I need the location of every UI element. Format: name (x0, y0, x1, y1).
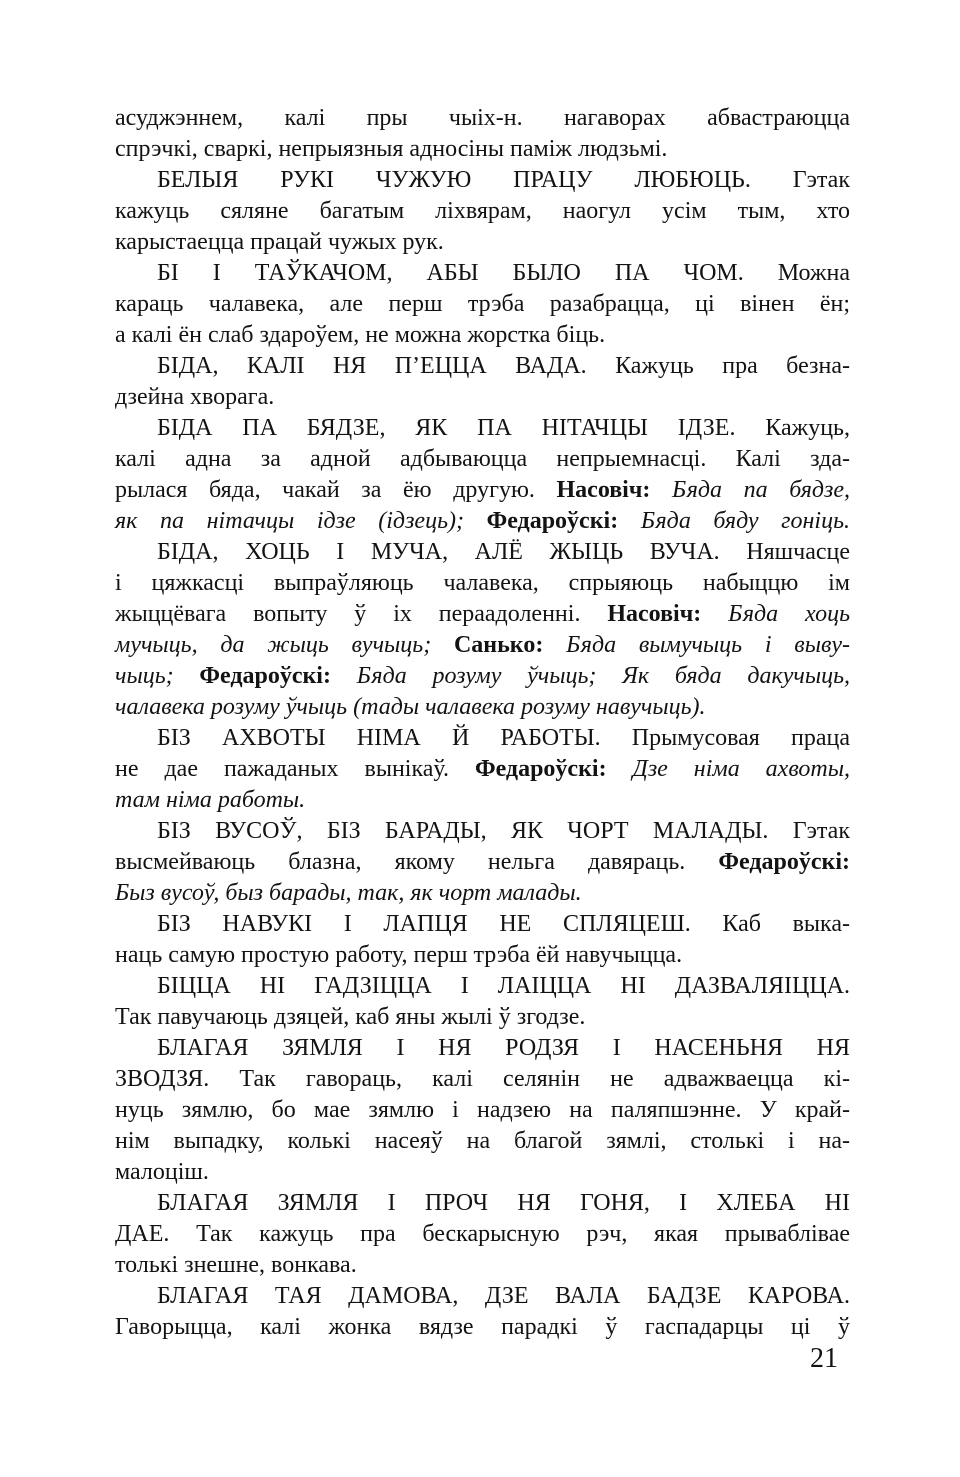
text-run: БЕЛЫЯ РУКІ ЧУЖУЮ ПРАЦУ ЛЮБЮЦЬ. Гэтак (157, 167, 850, 193)
text-run: нуць зямлю, бо мае зямлю і надзею на паляпшэнне. У край- (115, 1097, 850, 1123)
text-line (115, 1312, 850, 1343)
text-line (115, 196, 850, 227)
text-run: БЛАГАЯ ЗЯМЛЯ І ПРОЧ НЯ ГОНЯ, І ХЛЕБА НІ (157, 1190, 850, 1216)
text-line (115, 754, 850, 785)
text-line (115, 1157, 850, 1188)
text-line (115, 785, 850, 816)
text-run: БЛАГАЯ ЗЯМЛЯ І НЯ РОДЗЯ І НАСЕНЬНЯ НЯ (157, 1035, 850, 1061)
text-line (115, 444, 850, 475)
text-line (115, 692, 850, 723)
text-run: ЗВОДЗЯ. Так гавораць, калі селянін не адважваецца кі- (115, 1066, 850, 1092)
text-line (115, 1250, 850, 1281)
text-run: БІДА, КАЛІ НЯ П’ЕЦЦА ВАДА. Кажуць пра безна- (157, 353, 850, 379)
text-run: Санько: (453, 632, 567, 658)
text-run: а калі ён слаб здароўем, не можна жорстка біць. (115, 322, 606, 348)
text-line (115, 289, 850, 320)
text-run: толькі знешне, вонкава. (115, 1252, 357, 1278)
text-run: Так павучаюць дзяцей, каб яны жылі ў згодзе. (115, 1004, 586, 1030)
text-line (115, 1064, 850, 1095)
text-line (115, 599, 850, 630)
text-run: жыццёвага вопыту ў іх пераадоленні. (115, 601, 608, 627)
text-run: БІЗ ВУСОЎ, БІЗ БАРАДЫ, ЯК ЧОРТ МАЛАДЫ. Гэтак (157, 818, 850, 844)
text-line (115, 1188, 850, 1219)
text-run: калі адна за адной адбываюцца непрыемнасці. Калі зда- (115, 446, 850, 472)
text-run: Федароўскі: (486, 508, 641, 534)
text-run: Бяда вымучыць і выву- (566, 632, 851, 658)
text-run: мучыць, да жыць вучыць; (115, 632, 454, 658)
text-line (115, 878, 850, 909)
text-run: Федароўскі: (474, 756, 633, 782)
text-run: Насовіч: (556, 477, 672, 503)
text-run: Гаворыцца, калі жонка вядзе парадкі ў гаспадарцы ці ў (115, 1314, 850, 1340)
text-line (115, 351, 850, 382)
text-run: спрэчкі, сваркі, непрыязныя адносіны паміж людзьмі. (115, 136, 668, 162)
text-run: чалавека розуму ўчыць (тады чалавека розуму навучыць). (115, 694, 706, 720)
text-line (115, 661, 850, 692)
text-line (115, 630, 850, 661)
text-run: караць чалавека, але перш трэба разабрацца, ці вінен ён; (115, 291, 850, 317)
text-line (115, 165, 850, 196)
text-run: БІЦЦА НІ ГАДЗІЦЦА І ЛАІЦЦА НІ ДАЗВАЛЯІЦЦА. (157, 973, 850, 999)
text-line (115, 940, 850, 971)
text-line (115, 1002, 850, 1033)
text-line (115, 413, 850, 444)
text-line (115, 847, 850, 878)
text-line (115, 723, 850, 754)
text-line (115, 816, 850, 847)
text-run: БІДА, ХОЦЬ І МУЧА, АЛЁ ЖЫЦЬ ВУЧА. Няшчасце (157, 539, 850, 565)
text-run: Бяда хоць (728, 601, 850, 627)
text-run: БІ І ТАЎКАЧОМ, АБЫ БЫЛО ПА ЧОМ. Можна (157, 260, 850, 286)
text-run: асуджэннем, калі пры чыіх-н. нагаворах абвастраюцца (115, 105, 850, 131)
text-run: карыстаецца працай чужых рук. (115, 229, 444, 255)
text-run: Федароўскі: (718, 849, 850, 875)
text-line (115, 537, 850, 568)
text-run: там німа работы. (115, 787, 306, 813)
text-run: наць самую простую работу, перш трэба ёй навучыцца. (115, 942, 683, 968)
text-run: высмейваюць блазна, якому нельга давяраць. (115, 849, 719, 875)
text-run: рылася бяда, чакай за ёю другую. (115, 477, 557, 503)
text-line (115, 320, 850, 351)
text-line (115, 1281, 850, 1312)
text-run: Бяда бяду гоніць. (640, 508, 851, 534)
text-run: дзейна хворага. (115, 384, 275, 410)
text-line (115, 909, 850, 940)
text-line (115, 258, 850, 289)
text-run: Насовіч: (607, 601, 729, 627)
text-run: БЛАГАЯ ТАЯ ДАМОВА, ДЗЕ ВАЛА БАДЗЕ КАРОВА. (157, 1283, 850, 1309)
text-run: БІДА ПА БЯДЗЕ, ЯК ПА НІТАЧЦЫ ІДЗЕ. Кажуць, (157, 415, 850, 441)
text-line (115, 506, 850, 537)
text-line (115, 103, 850, 134)
text-line (115, 382, 850, 413)
text-line (115, 134, 850, 165)
text-run: чыць; (115, 663, 200, 689)
text-run: БІЗ АХВОТЫ НІМА Й РАБОТЫ. Прымусовая праца (157, 725, 850, 751)
text-line (115, 475, 850, 506)
text-line (115, 568, 850, 599)
text-line (115, 971, 850, 1002)
text-line (115, 1033, 850, 1064)
text-run: кажуць сяляне багатым ліхвярам, наогул усім тым, хто (115, 198, 850, 224)
text-run: малоціш. (115, 1159, 209, 1185)
page-text (115, 103, 850, 1343)
text-run: Быз вусоў, быз барады, так, як чорт малады. (115, 880, 582, 906)
text-line (115, 1095, 850, 1126)
text-run: Федароўскі: (199, 663, 357, 689)
text-run: БІЗ НАВУКІ І ЛАПЦЯ НЕ СПЛЯЦЕШ. Каб выка- (157, 911, 850, 937)
text-run: нім выпадку, колькі насеяў на благой зямлі, столькі і на- (115, 1128, 850, 1154)
text-line (115, 1219, 850, 1250)
text-run: Бяда розуму ўчыць; Як бяда дакучыць, (356, 663, 851, 689)
page-number: 21 (810, 1343, 838, 1374)
text-run: як па нітачцы ідзе (ідзець); (115, 508, 487, 534)
text-line (115, 227, 850, 258)
text-run: ДАЕ. Так кажуць пра бескарысную рэч, якая прываблівае (115, 1221, 850, 1247)
text-line (115, 1126, 850, 1157)
text-run: не дае пажаданых вынікаў. (115, 756, 475, 782)
text-run: Дзе німа ахвоты, (632, 756, 851, 782)
text-run: і цяжкасці выпраўляюць чалавека, спрыяюць набыццю ім (115, 570, 850, 596)
text-run: Бяда па бядзе, (672, 477, 851, 503)
